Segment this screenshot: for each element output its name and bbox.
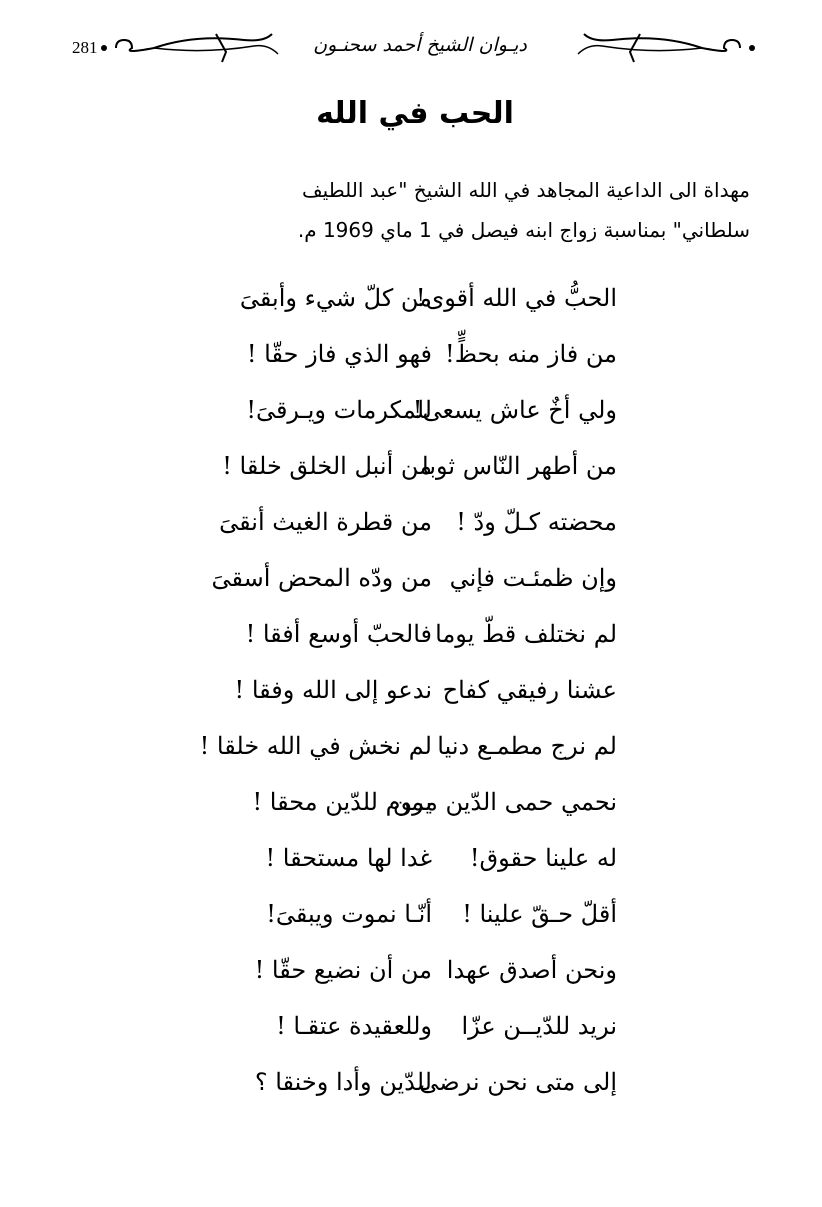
- verse: [0, 724, 822, 780]
- verse: [0, 780, 822, 836]
- verse-second-hemistich: وللعقيدة عتقـا !: [276, 1012, 432, 1040]
- verse-first-hemistich: من أطهر النّاس ثوبا: [422, 452, 617, 480]
- running-title: ديـوان الشيخ أحمد سحنـون: [313, 34, 527, 56]
- verse-first-hemistich: ولي أخٌ عاش يسعى!: [412, 396, 617, 424]
- verse-first-hemistich: الحبُّ في الله أقوى!: [415, 284, 617, 312]
- dedication-line: مهداة الى الداعية المجاهد في الله الشيخ "عبد اللطيف: [301, 178, 750, 202]
- verse: [0, 556, 822, 612]
- verse-first-hemistich: نريد للدّيــن عزّا: [461, 1012, 617, 1040]
- verse: [0, 388, 822, 444]
- verse: [0, 948, 822, 1004]
- verse-first-hemistich: عشنا رفيقي كفاح: [442, 676, 617, 704]
- poem-verses: [0, 276, 822, 1116]
- verse-first-hemistich: لم نختلف قطّ يوما: [435, 620, 617, 648]
- verse-first-hemistich: ونحن أصدق عهدا: [446, 956, 617, 984]
- poem-title: الحب في الله: [316, 96, 514, 131]
- verse-first-hemistich: وإن ظمئـت فإني: [449, 564, 617, 592]
- verse-second-hemistich: من قطرة الغيث أنقىَ: [219, 508, 432, 536]
- verse-second-hemistich: من أن نضيع حقّا !: [254, 956, 432, 984]
- verse-second-hemistich: للدّين وأدا وخنقا ؟: [254, 1068, 432, 1096]
- verse-second-hemistich: يروم للدّين محقا !: [252, 788, 432, 816]
- verse-second-hemistich: من أنبل الخلق خلقا !: [222, 452, 432, 480]
- dedication-line: سلطاني" بمناسبة زواج ابنه فيصل في 1 ماي 1969 م.: [297, 218, 750, 242]
- right-ornament-icon: [570, 28, 760, 68]
- verse-second-hemistich: ندعو إلى الله وفقا !: [234, 676, 432, 704]
- verse: [0, 444, 822, 500]
- verse-second-hemistich: للمكرمات ويـرقىَ!: [246, 396, 432, 424]
- verse-first-hemistich: لم نرج مطمـع دنيا: [437, 732, 617, 760]
- left-ornament-icon: [96, 28, 286, 68]
- verse-second-hemistich: غدا لها مستحقا !: [265, 844, 432, 872]
- verse-second-hemistich: لم نخش في الله خلقا !: [199, 732, 432, 760]
- verse: [0, 668, 822, 724]
- verse-first-hemistich: نحمي حمى الدّين ممن: [392, 788, 617, 816]
- verse-first-hemistich: محضته كـلّ ودّ !: [456, 508, 617, 536]
- verse: [0, 892, 822, 948]
- page-number: 281: [72, 38, 98, 57]
- verse-first-hemistich: له علينا حقوق!: [469, 844, 617, 872]
- verse-first-hemistich: أقلّ حـقّ علينا !: [462, 900, 617, 928]
- verse: [0, 332, 822, 388]
- verse: [0, 836, 822, 892]
- verse-second-hemistich: فالحبّ أوسع أفقا !: [245, 620, 432, 648]
- dedication: [60, 170, 750, 250]
- verse-first-hemistich: من فاز منه بحظٍّ!: [445, 340, 617, 368]
- verse-second-hemistich: من كلّ شيء وأبقىَ: [239, 284, 432, 312]
- verse: [0, 500, 822, 556]
- verse-second-hemistich: أنّـا نموت ويبقىَ!: [266, 900, 432, 928]
- verse: [0, 276, 822, 332]
- verse: [0, 1060, 822, 1116]
- verse-second-hemistich: من ودّه المحض أسقىَ: [211, 564, 432, 592]
- verse-first-hemistich: إلى متى نحن نرضى: [419, 1068, 617, 1096]
- verse: [0, 612, 822, 668]
- verse-second-hemistich: فهو الذي فاز حقّا !: [246, 340, 432, 368]
- verse: [0, 1004, 822, 1060]
